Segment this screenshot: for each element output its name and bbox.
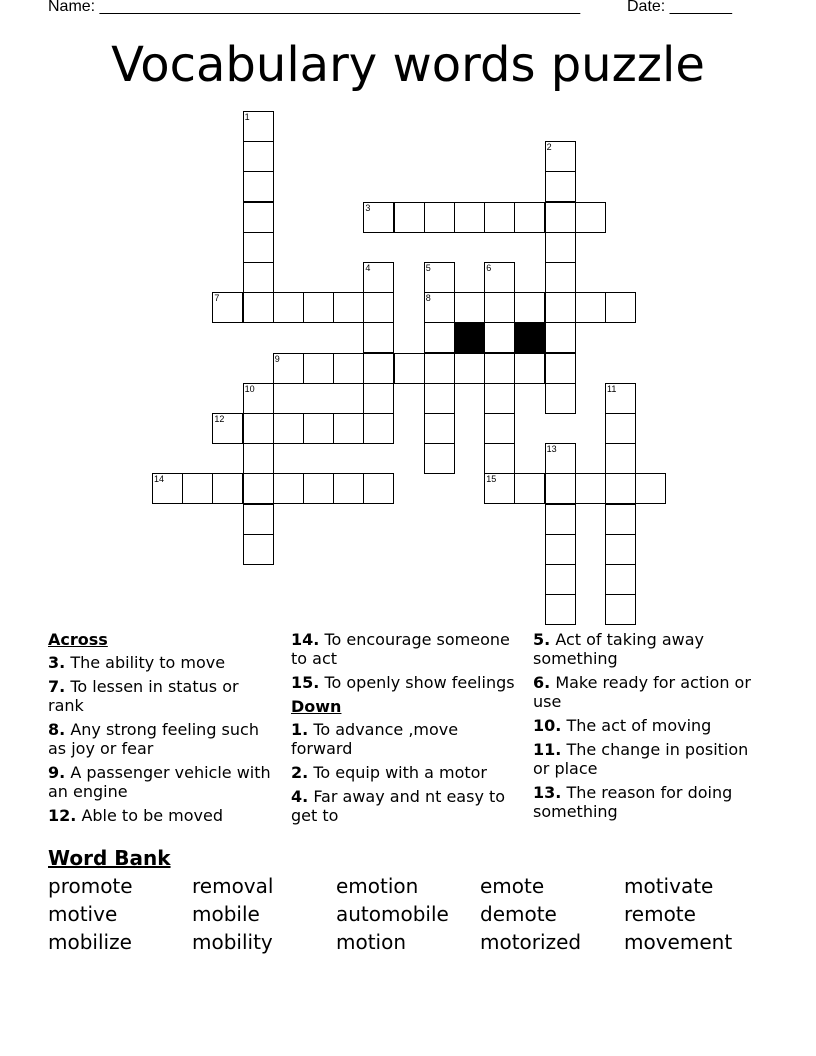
crossword-cell[interactable] [514, 353, 545, 384]
crossword-cell[interactable] [545, 262, 576, 293]
crossword-cell[interactable] [424, 413, 455, 444]
crossword-cell[interactable] [545, 504, 576, 535]
crossword-cell[interactable] [484, 292, 515, 323]
crossword-cell[interactable] [303, 292, 334, 323]
crossword-cell[interactable] [303, 353, 334, 384]
crossword-cell[interactable] [152, 473, 183, 504]
crossword-cell[interactable] [545, 232, 576, 263]
crossword-cell[interactable] [333, 473, 364, 504]
crossword-cell[interactable] [363, 383, 394, 414]
crossword-cell[interactable] [303, 473, 334, 504]
crossword-cell[interactable] [454, 202, 485, 233]
crossword-cell[interactable] [575, 202, 606, 233]
crossword-cell[interactable] [605, 564, 636, 595]
crossword-cell[interactable] [303, 413, 334, 444]
crossword-cell[interactable] [363, 262, 394, 293]
page-title: Vocabulary words puzzle [111, 37, 705, 93]
crossword-cell[interactable] [575, 473, 606, 504]
crossword-cell[interactable] [545, 594, 576, 625]
crossword-cell[interactable] [424, 383, 455, 414]
word-bank-item: motivate [624, 874, 714, 898]
cell-number: 5 [425, 263, 431, 273]
word-bank-item: motorized [480, 930, 582, 954]
crossword-cell[interactable] [484, 353, 515, 384]
crossword-cell[interactable] [605, 504, 636, 535]
crossword-cell[interactable] [484, 383, 515, 414]
crossword-cell[interactable] [605, 443, 636, 474]
crossword-cell[interactable] [273, 292, 304, 323]
word-bank-item: mobile [192, 902, 260, 926]
crossword-cell[interactable] [454, 292, 485, 323]
clue-across-8: 8. Any strong feeling such as joy or fear [48, 720, 259, 758]
cell-number: 2 [546, 142, 552, 153]
blocked-cell [454, 322, 485, 353]
word-bank-item: demote [480, 902, 557, 926]
word-bank-item: emotion [336, 874, 419, 898]
crossword-cell[interactable] [605, 413, 636, 444]
crossword-cell[interactable] [273, 353, 304, 384]
crossword-cell[interactable] [333, 353, 364, 384]
crossword-cell[interactable] [333, 292, 364, 323]
crossword-cell[interactable] [545, 383, 576, 414]
clue-down-13: 13. The reason for doing something [533, 783, 733, 821]
clue-across-14: 14. To encourage someone to act [291, 630, 510, 668]
cell-number: 9 [274, 353, 280, 364]
clue-down-2: 2. To equip with a motor [291, 763, 488, 782]
crossword-cell[interactable] [212, 473, 243, 504]
crossword-cell[interactable] [545, 171, 576, 202]
cell-number: 15 [486, 474, 497, 485]
crossword-cell[interactable] [514, 292, 545, 323]
crossword-cell[interactable] [243, 262, 274, 293]
crossword-cell[interactable] [212, 413, 243, 444]
word-bank-item: movement [624, 930, 733, 954]
crossword-cell[interactable] [243, 141, 274, 172]
word-bank-title: Word Bank [48, 846, 171, 870]
crossword-cell[interactable] [484, 322, 515, 353]
cell-number: 10 [244, 383, 255, 394]
cell-number: 4 [365, 263, 371, 273]
blocked-cell [514, 322, 545, 353]
word-bank-item: motive [48, 902, 118, 926]
crossword-cell[interactable] [243, 202, 274, 233]
crossword-cell[interactable] [605, 594, 636, 625]
clue-down-5: 5. Act of taking away something [533, 630, 704, 668]
cell-number: 14 [154, 474, 165, 485]
clue-down-10: 10. The act of moving [533, 716, 712, 735]
crossword-cell[interactable] [394, 202, 425, 233]
crossword-cell[interactable] [545, 443, 576, 474]
crossword-cell[interactable] [394, 353, 425, 384]
clue-across-12: 12. Able to be moved [48, 806, 223, 825]
crossword-cell[interactable] [363, 322, 394, 353]
crossword-cell[interactable] [545, 292, 576, 323]
crossword-cell[interactable] [212, 292, 243, 323]
crossword-cell[interactable] [514, 202, 545, 233]
crossword-cell[interactable] [424, 292, 455, 323]
crossword-cell[interactable] [454, 353, 485, 384]
clue-down-4: 4. Far away and nt easy to get to [291, 787, 506, 825]
clue-column-2 [291, 630, 521, 830]
clue-across-15: 15. To openly show feelings [291, 673, 515, 692]
crossword-cell[interactable] [424, 353, 455, 384]
crossword-cell[interactable] [545, 353, 576, 384]
word-bank [48, 874, 788, 954]
crossword-cell[interactable] [363, 413, 394, 444]
crossword-cell[interactable] [514, 473, 545, 504]
crossword-cell[interactable] [484, 202, 515, 233]
crossword-cell[interactable] [545, 534, 576, 565]
date-field-label: Date: _______ [627, 0, 732, 15]
crossword-cell[interactable] [333, 413, 364, 444]
word-bank-item: emote [480, 874, 545, 898]
name-field-label: Name: ______________________________________________________ [48, 0, 581, 15]
cell-number: 11 [607, 383, 617, 394]
crossword-cell[interactable] [545, 202, 576, 233]
crossword-cell[interactable] [243, 413, 274, 444]
crossword-cell[interactable] [243, 383, 274, 414]
crossword-cell[interactable] [424, 262, 455, 293]
crossword-cell[interactable] [575, 292, 606, 323]
crossword-cell[interactable] [545, 564, 576, 595]
crossword-cell[interactable] [484, 443, 515, 474]
crossword-cell[interactable] [605, 292, 636, 323]
crossword-cell[interactable] [605, 534, 636, 565]
crossword-cell[interactable] [605, 383, 636, 414]
crossword-cell[interactable] [484, 262, 515, 293]
crossword-cell[interactable] [363, 473, 394, 504]
crossword-cell[interactable] [363, 292, 394, 323]
word-bank-item: automobile [336, 902, 449, 926]
word-bank-item: mobilize [48, 930, 132, 954]
clue-down-11: 11. The change in position or place [533, 740, 749, 778]
crossword-cell[interactable] [424, 202, 455, 233]
clue-across-7: 7. To lessen in status or rank [48, 677, 239, 715]
crossword-cell[interactable] [243, 292, 274, 323]
clue-across-9: 9. A passenger vehicle with an engine [48, 763, 271, 801]
crossword-cell[interactable] [363, 202, 394, 233]
crossword-cell[interactable] [243, 473, 274, 504]
crossword-cell[interactable] [605, 473, 636, 504]
crossword-cell[interactable] [243, 111, 274, 142]
clue-down-1: 1. To advance ,move forward [291, 720, 459, 758]
down-heading: Down [291, 697, 342, 716]
word-bank-item: removal [192, 874, 274, 898]
clue-across-3: 3. The ability to move [48, 653, 226, 672]
crossword-cell[interactable] [635, 473, 666, 504]
cell-number: 6 [486, 263, 492, 273]
crossword-cell[interactable] [243, 534, 274, 565]
cell-number: 7 [214, 293, 220, 304]
cell-number: 13 [546, 444, 557, 455]
crossword-cell[interactable] [243, 504, 274, 535]
word-bank-item: mobility [192, 930, 273, 954]
crossword-cell[interactable] [273, 473, 304, 504]
cell-number: 1 [244, 112, 250, 122]
crossword-cell[interactable] [484, 413, 515, 444]
crossword-cell[interactable] [424, 443, 455, 474]
clue-down-6: 6. Make ready for action or use [533, 673, 751, 711]
cell-number: 12 [214, 414, 225, 424]
crossword-cell[interactable] [545, 141, 576, 172]
crossword-cell[interactable] [243, 232, 274, 263]
crossword-cell[interactable] [363, 353, 394, 384]
crossword-cell[interactable] [545, 322, 576, 353]
word-bank-item: remote [624, 902, 696, 926]
cell-number: 3 [365, 202, 371, 213]
crossword-cell[interactable] [182, 473, 213, 504]
crossword-cell[interactable] [484, 473, 515, 504]
crossword-cell[interactable] [273, 413, 304, 444]
crossword-cell[interactable] [243, 443, 274, 474]
cell-number: 8 [425, 293, 431, 304]
crossword-cell[interactable] [545, 473, 576, 504]
across-heading: Across [48, 630, 108, 649]
clue-column-3 [533, 630, 768, 826]
crossword-cell[interactable] [243, 171, 274, 202]
clue-column-1 [48, 630, 278, 830]
word-bank-item: promote [48, 874, 133, 898]
crossword-cell[interactable] [424, 322, 455, 353]
word-bank-item: motion [336, 930, 407, 954]
